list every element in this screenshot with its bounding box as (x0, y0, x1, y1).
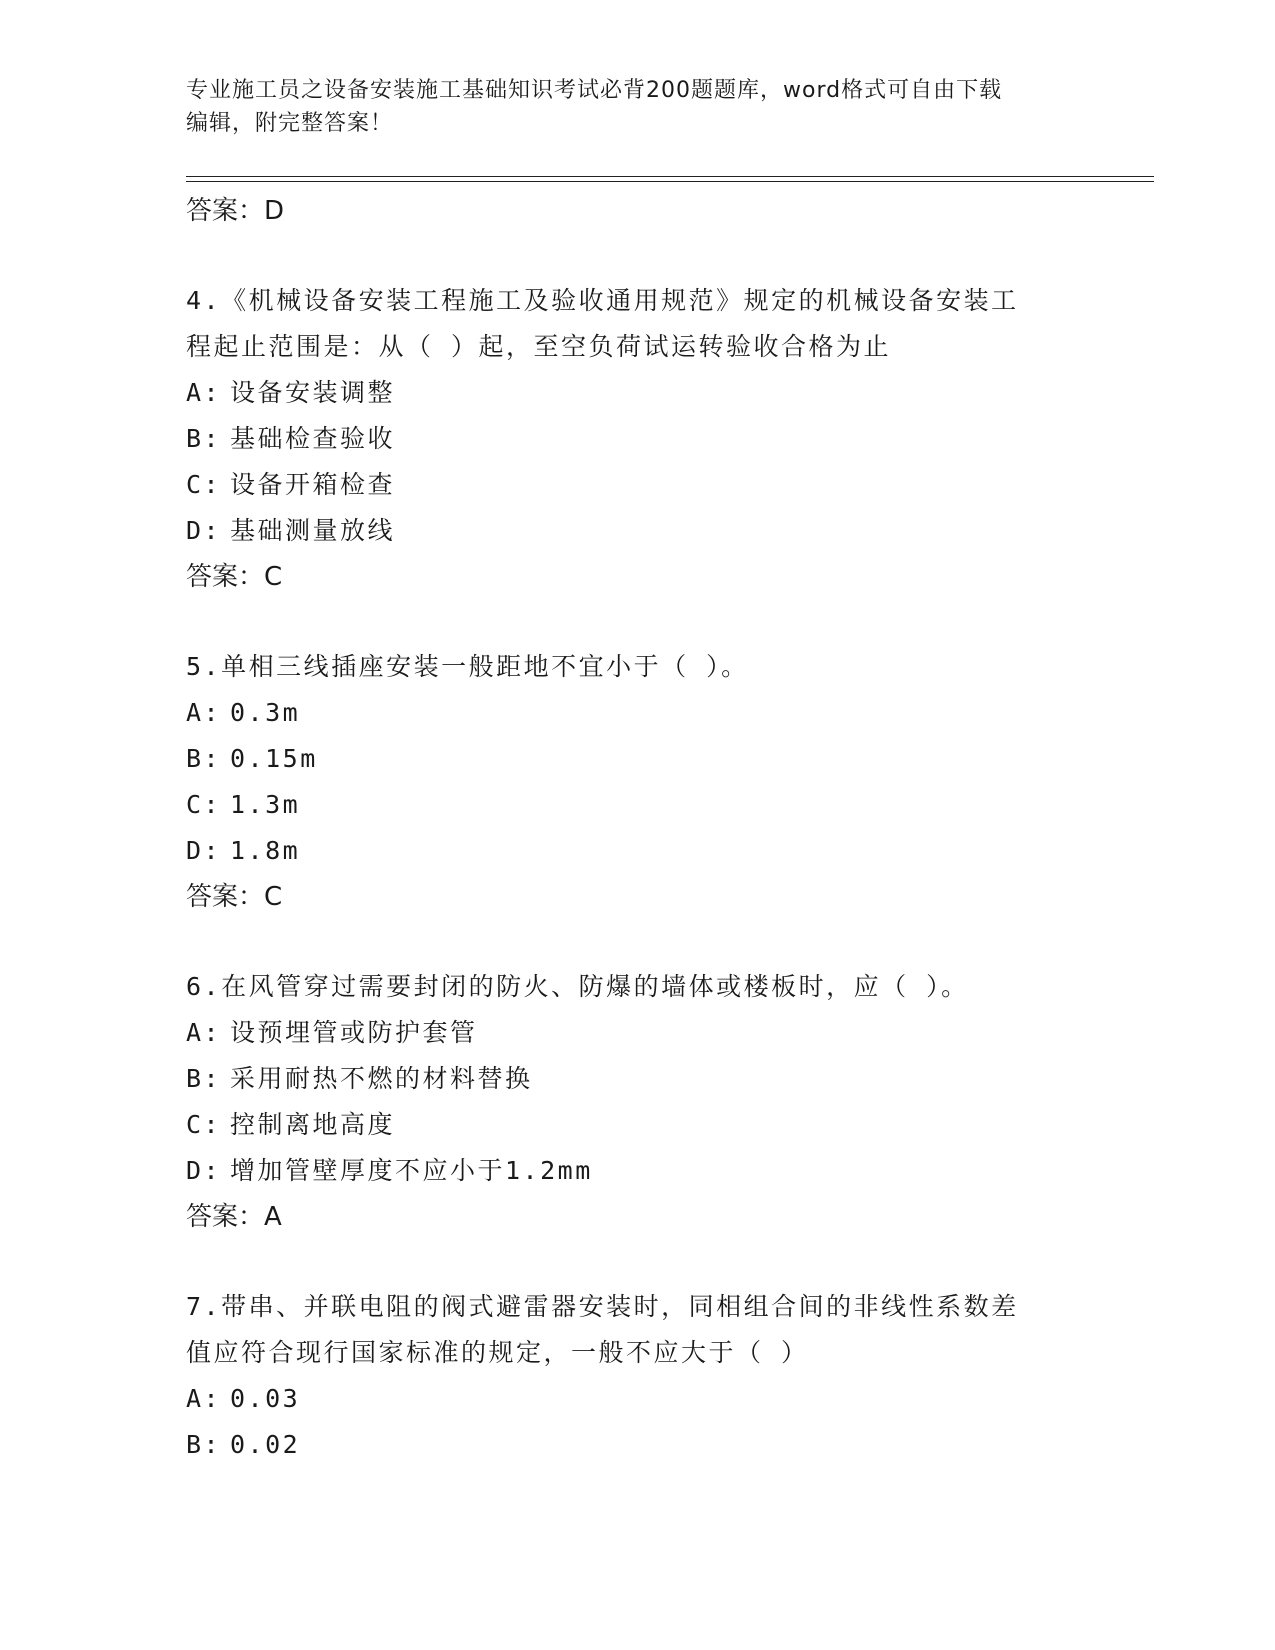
answer-value: D (264, 196, 285, 226)
option-letter: B: (186, 1430, 222, 1459)
option-letter: B: (186, 424, 222, 453)
option-row (186, 1010, 1086, 1056)
question-stem (186, 644, 1086, 690)
answer-line (186, 874, 1086, 920)
option-text: 0.02 (230, 1430, 301, 1459)
question-block (186, 964, 1086, 1240)
answer-line (186, 1194, 1086, 1240)
question-stem-line: 6.在风管穿过需要封闭的防火、防爆的墙体或楼板时，应（ ）。 (186, 972, 969, 1001)
option-text: 0.03 (230, 1384, 301, 1413)
option-letter: C: (186, 470, 222, 499)
question-gap (186, 920, 1086, 964)
option-row (186, 508, 1086, 554)
answer-value: A (264, 1202, 282, 1232)
answer-label: 答案： (186, 562, 265, 592)
option-row (186, 1148, 1086, 1194)
option-letter: B: (186, 744, 222, 773)
question-stem-line: 值应符合现行国家标准的规定，一般不应大于（ ） (186, 1338, 809, 1367)
option-text: 设预埋管或防护套管 (230, 1018, 478, 1047)
option-row (186, 1422, 1086, 1468)
option-text: 1.3m (230, 790, 301, 819)
header-line-1: 专业施工员之设备安装施工基础知识考试必背200题题库，word格式可自由下载 (186, 78, 1003, 103)
option-row (186, 416, 1086, 462)
question-stem-line: 程起止范围是：从（ ）起，至空负荷试运转验收合格为止 (186, 332, 892, 361)
option-text: 基础测量放线 (230, 516, 396, 545)
option-text: 采用耐热不燃的材料替换 (230, 1064, 533, 1093)
question-gap (186, 1240, 1086, 1284)
option-text: 0.3m (230, 698, 301, 727)
answer-line (186, 554, 1086, 600)
option-text: 设备安装调整 (230, 378, 396, 407)
option-letter: A: (186, 698, 222, 727)
option-row (186, 1056, 1086, 1102)
option-row (186, 462, 1086, 508)
option-letter: D: (186, 516, 222, 545)
option-letter: B: (186, 1064, 222, 1093)
option-text: 0.15m (230, 744, 318, 773)
option-letter: D: (186, 1156, 222, 1185)
option-row (186, 370, 1086, 416)
option-letter: D: (186, 836, 222, 865)
question-stem (186, 964, 1086, 1010)
option-text: 基础检查验收 (230, 424, 396, 453)
answer-label: 答案： (186, 196, 265, 226)
document-header (186, 74, 1086, 140)
option-row (186, 782, 1086, 828)
question-list (186, 188, 1086, 1468)
option-letter: C: (186, 790, 222, 819)
option-letter: A: (186, 1018, 222, 1047)
answer-line (186, 188, 1086, 234)
answer-label: 答案： (186, 1202, 265, 1232)
option-row (186, 736, 1086, 782)
question-block (186, 1284, 1086, 1468)
option-row (186, 690, 1086, 736)
option-text: 设备开箱检查 (230, 470, 396, 499)
question-stem-line: 4.《机械设备安装工程施工及验收通用规范》规定的机械设备安装工 (186, 286, 1019, 315)
option-letter: A: (186, 378, 222, 407)
option-row (186, 828, 1086, 874)
header-line-2: 编辑，附完整答案！ (186, 111, 394, 136)
option-row (186, 1102, 1086, 1148)
option-row (186, 1376, 1086, 1422)
answer-label: 答案： (186, 882, 265, 912)
question-stem-line: 7.带串、并联电阻的阀式避雷器安装时，同相组合间的非线性系数差 (186, 1292, 1019, 1321)
question-gap (186, 234, 1086, 278)
question-stem-line: 5.单相三线插座安装一般距地不宜小于（ ）。 (186, 652, 749, 681)
answer-value: C (264, 562, 283, 592)
question-block (186, 644, 1086, 920)
option-letter: A: (186, 1384, 222, 1413)
option-text: 增加管壁厚度不应小于1.2mm (230, 1156, 593, 1185)
option-text: 1.8m (230, 836, 301, 865)
question-stem (186, 1284, 1086, 1376)
option-text: 控制离地高度 (230, 1110, 396, 1139)
answer-value: C (264, 882, 283, 912)
question-stem (186, 278, 1086, 370)
question-block (186, 278, 1086, 600)
header-divider (186, 176, 1154, 182)
question-gap (186, 600, 1086, 644)
option-letter: C: (186, 1110, 222, 1139)
